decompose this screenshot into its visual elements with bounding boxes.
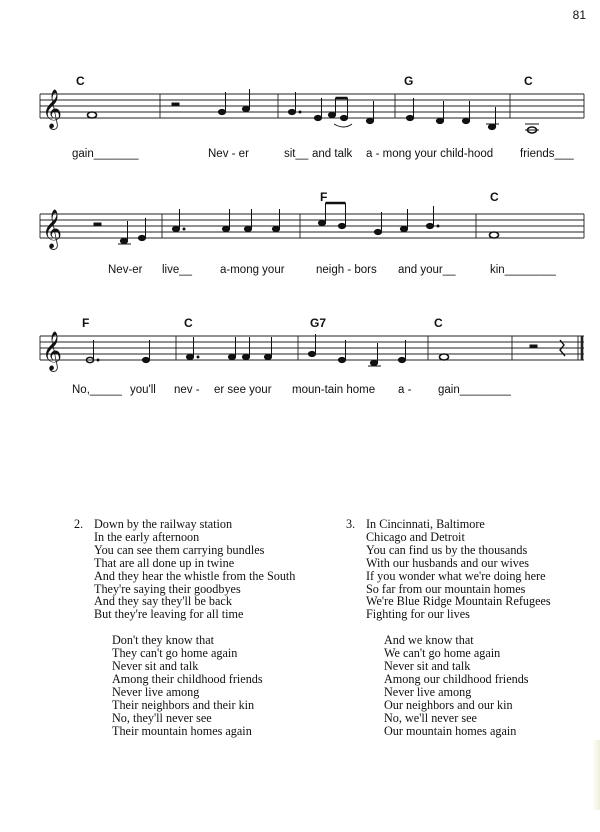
verse-line: We're Blue Ridge Mountain Refugees [366,594,551,609]
verse-line: Chicago and Detroit [366,529,465,544]
verse-line: So far from our mountain homes [366,581,526,596]
verse-number: 2. [74,517,84,531]
lyric-syllable: Nev-er [108,264,143,276]
lyric-syllable: Nev - er [208,148,249,160]
page-number: 81 [572,8,586,22]
page-edge-shading [592,740,600,810]
lyric-syllable: live__ [162,264,193,276]
verse-3 [346,518,551,738]
verse-2-chorus [112,634,295,737]
chord-label: C [490,190,499,204]
music-system-2 [0,190,600,290]
lyric-syllable: a - mong your child-hood [366,148,494,160]
lyric-syllable: sit__ [284,148,309,160]
verse-line: Fighting for our lives [366,607,470,622]
chorus-line: And we know that [384,633,474,648]
lyric-syllable: friends___ [520,148,574,160]
verse-number: 3. [346,517,356,531]
lyric-syllable: nev - [174,384,200,396]
verse-2-lines [94,518,295,621]
verse-line: If you wonder what we're doing here [366,568,546,583]
lyric-syllable: er see your [214,384,272,396]
treble-clef-icon: 𝄞 [42,209,63,249]
verse-line: That are all done up in twine [94,555,235,570]
chord-label: C [434,316,443,330]
verse-line: In the early afternoon [94,529,200,544]
lyric-syllable: neigh - bors [316,264,377,276]
chorus-line: They can't go home again [112,646,238,661]
chord-label: G7 [310,316,327,330]
chorus-line: Their mountain homes again [112,723,252,738]
chord-label: C [76,74,85,88]
verse-2 [74,518,295,738]
music-system-3 [0,312,600,412]
lyric-syllable: a - [398,384,412,396]
music-system-1 [0,70,600,170]
verse-line: You can find us by the thousands [366,542,528,557]
verse-line: You can see them carrying bundles [94,542,265,557]
lyric-syllable: kin________ [490,264,556,276]
chorus-line: Never sit and talk [112,659,199,674]
lyric-syllable: and your__ [398,264,456,276]
chorus-line: Their neighbors and their kin [112,697,255,712]
verse-3-lines [366,518,551,621]
chorus-line: Our mountain homes again [384,723,517,738]
chord-label: C [524,74,533,88]
lyric-syllable: gain________ [438,384,511,396]
chorus-line: Never live among [384,684,472,699]
chorus-line: Never live among [112,684,200,699]
chord-label: G [404,74,414,88]
lyric-syllable: you'll [130,384,156,396]
lyric-syllable: moun-tain home [292,384,376,396]
chord-label: F [82,316,90,330]
chorus-line: We can't go home again [384,646,501,661]
verse-line: And they say they'll be back [94,594,232,609]
verse-line: They're saying their goodbyes [94,581,241,596]
chord-label: F [320,190,328,204]
lyric-syllable: a-mong your [220,264,285,276]
chord-label: C [184,316,193,330]
verse-line: With our husbands and our wives [366,555,530,570]
chorus-line: Don't they know that [112,633,215,648]
chorus-line: Among our childhood friends [384,671,529,686]
verse-line: Down by the railway station [94,517,233,531]
chorus-line: Our neighbors and our kin [384,697,513,712]
chorus-line: No, we'll never see [384,710,477,725]
lyric-syllable: No,_____ [72,384,122,396]
verse-line: And they hear the whistle from the South [94,568,296,583]
verse-line: In Cincinnati, Baltimore [366,517,485,531]
treble-clef-icon: 𝄞 [42,89,63,129]
verse-line: But they're leaving for all time [94,607,244,622]
chorus-line: Among their childhood friends [112,671,263,686]
staff-3 [0,312,600,392]
chorus-line: No, they'll never see [112,710,212,725]
lyric-syllable: gain_______ [72,148,139,160]
verse-3-chorus [384,634,551,737]
lyric-syllable: and talk [312,148,353,160]
treble-clef-icon: 𝄞 [42,331,63,371]
chorus-line: Never sit and talk [384,659,471,674]
staff-1 [0,70,600,150]
staff-2 [0,190,600,270]
